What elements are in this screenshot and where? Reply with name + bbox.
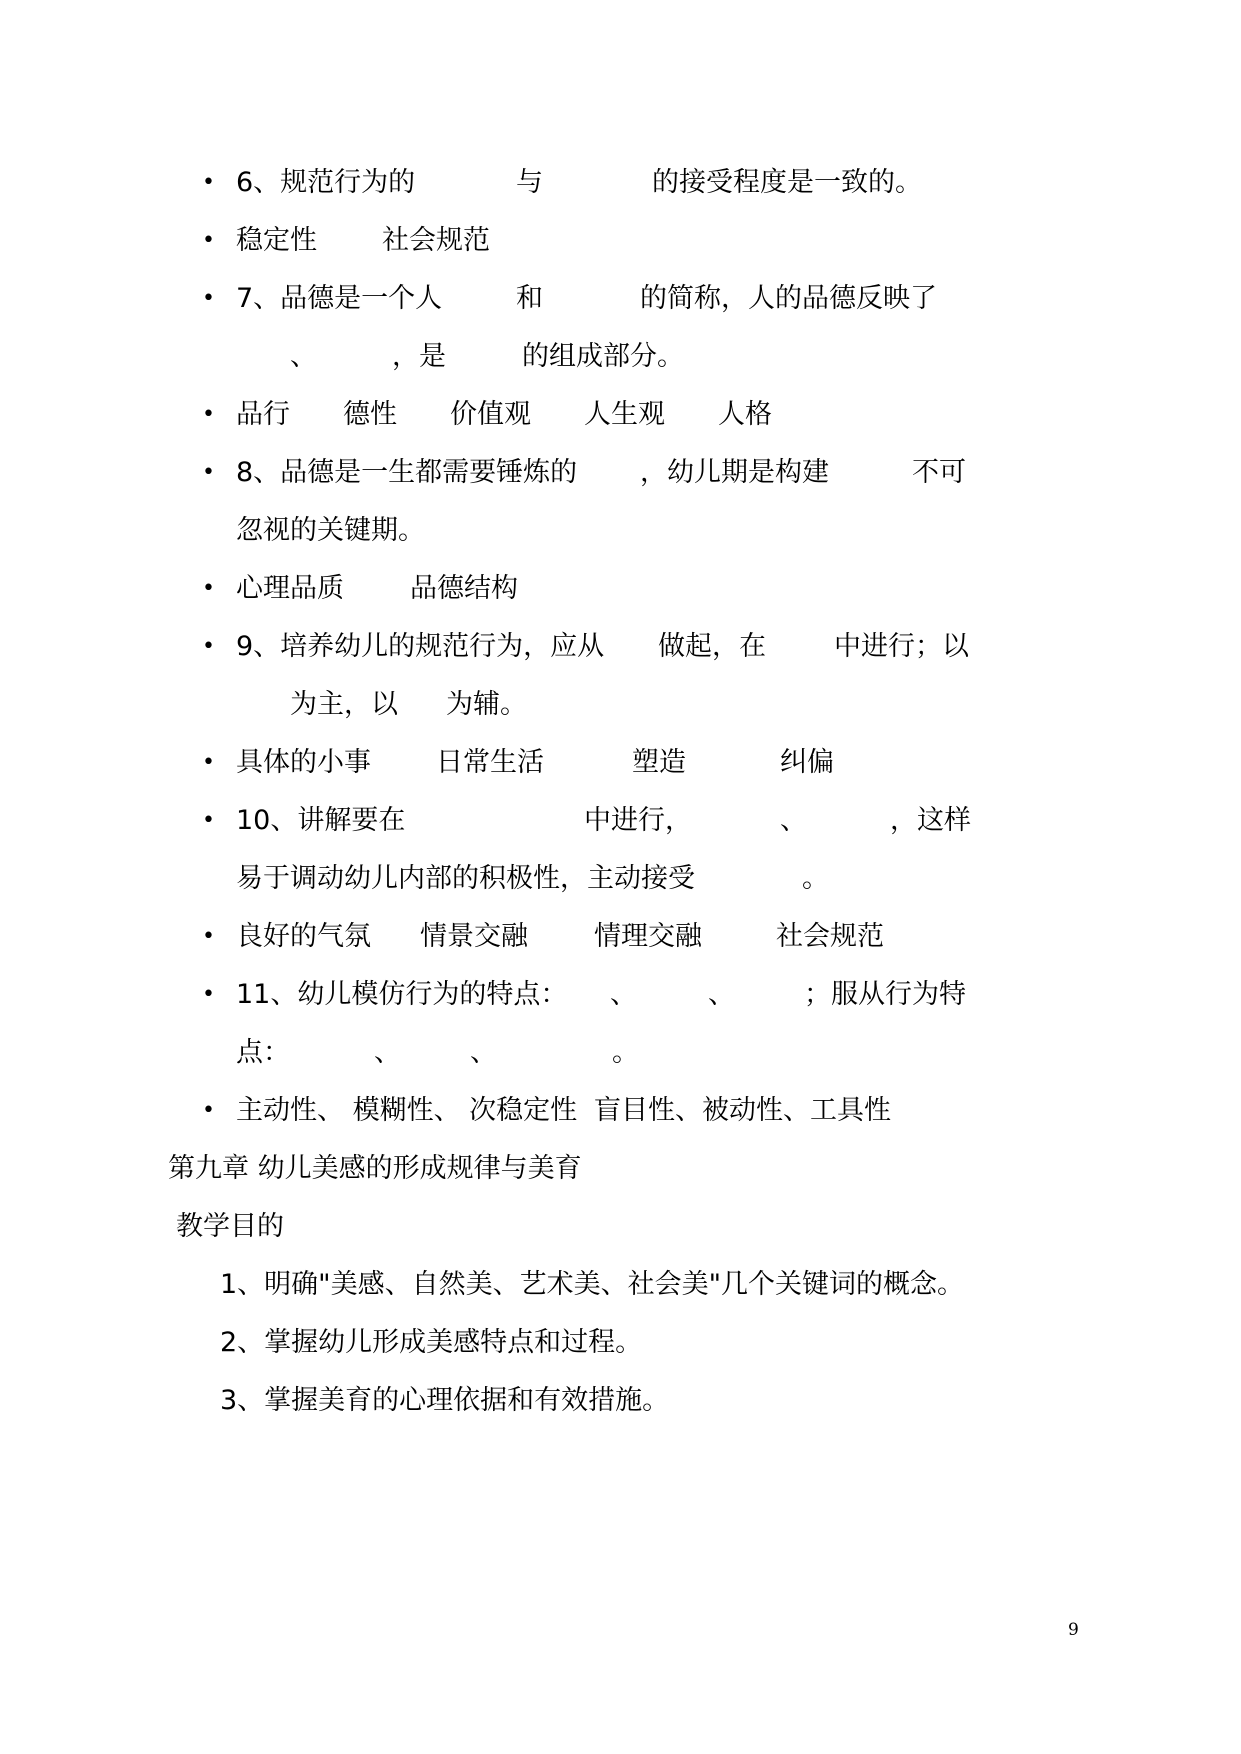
question-10-text: 10、讲解要在 xyxy=(236,805,406,836)
question-10-text: 易于调动幼儿内部的积极性，主动接受 xyxy=(236,863,695,894)
question-11-text: ；服从行为特 xyxy=(804,979,966,1010)
question-10-text: 中进行， xyxy=(584,805,692,836)
bullet-icon: • xyxy=(202,982,215,1007)
question-7-text: 的组成部分。 xyxy=(522,341,684,372)
question-10-text: 。 xyxy=(802,863,829,894)
answer-11-text: 主动性、 模糊性、 次稳定性 xyxy=(236,1095,578,1126)
answer-7-text: 价值观 xyxy=(450,399,531,430)
bullet-icon: • xyxy=(202,402,215,427)
question-11-text: 、 xyxy=(708,979,735,1010)
bullet-icon: • xyxy=(202,634,215,659)
bullet-icon: • xyxy=(202,460,215,485)
objective-item: 2、掌握幼儿形成美感特点和过程。 xyxy=(220,1327,643,1358)
answer-6-text: 稳定性 xyxy=(236,225,317,256)
answer-10-text: 社会规范 xyxy=(776,921,884,952)
bullet-icon: • xyxy=(202,924,215,949)
bullet-icon: • xyxy=(202,170,215,195)
answer-7-text: 人生观 xyxy=(584,399,665,430)
answer-11-text: 盲目性、被动性、工具性 xyxy=(594,1095,891,1126)
question-7-text: 7、品德是一个人 xyxy=(236,283,443,314)
answer-8-text: 心理品质 xyxy=(236,573,344,604)
question-6-text: 的接受程度是一致的。 xyxy=(652,167,922,198)
question-11-text: 、 xyxy=(470,1037,497,1068)
question-9-text: 做起，在 xyxy=(658,631,766,662)
question-8-text: ，幼儿期是构建 xyxy=(640,457,829,488)
objectives-heading: 教学目的 xyxy=(176,1211,284,1242)
chapter-title: 第九章 幼儿美感的形成规律与美育 xyxy=(168,1153,582,1184)
bullet-icon: • xyxy=(202,228,215,253)
objective-item: 3、掌握美育的心理依据和有效措施。 xyxy=(220,1385,670,1416)
question-10-text: ，这样 xyxy=(890,805,971,836)
question-6-text: 与 xyxy=(516,167,543,198)
answer-10-text: 良好的气氛 xyxy=(236,921,371,952)
question-9-text: 9、培养幼儿的规范行为，应从 xyxy=(236,631,605,662)
question-9-text: 为主，以 xyxy=(290,689,398,720)
question-11-text: 、 xyxy=(610,979,637,1010)
objective-item: 1、明确"美感、自然美、艺术美、社会美"几个关键词的概念。 xyxy=(220,1269,965,1300)
question-8-text: 忽视的关键期。 xyxy=(236,515,425,546)
question-7-text: ，是 xyxy=(392,341,446,372)
question-7-text: 的简称，人的品德反映了 xyxy=(640,283,937,314)
question-11-text: 。 xyxy=(612,1037,639,1068)
answer-8-text: 品德结构 xyxy=(410,573,518,604)
answer-9-text: 具体的小事 xyxy=(236,747,371,778)
bullet-icon: • xyxy=(202,808,215,833)
answer-9-text: 纠偏 xyxy=(780,747,834,778)
answer-6-text: 社会规范 xyxy=(382,225,490,256)
question-6-text: 6、规范行为的 xyxy=(236,167,416,198)
question-11-text: 11、幼儿模仿行为的特点： xyxy=(236,979,568,1010)
question-9-text: 中进行；以 xyxy=(834,631,969,662)
bullet-icon: • xyxy=(202,576,215,601)
answer-9-text: 塑造 xyxy=(632,747,686,778)
answer-7-text: 人格 xyxy=(718,399,772,430)
question-7-text: 和 xyxy=(516,283,543,314)
question-9-text: 为辅。 xyxy=(446,689,527,720)
question-8-text: 8、品德是一生都需要锤炼的 xyxy=(236,457,578,488)
page-number: 9 xyxy=(1068,1620,1079,1640)
bullet-icon: • xyxy=(202,750,215,775)
answer-7-text: 品行 xyxy=(236,399,290,430)
answer-9-text: 日常生活 xyxy=(436,747,544,778)
bullet-icon: • xyxy=(202,1098,215,1123)
answer-7-text: 德性 xyxy=(343,399,397,430)
answer-10-text: 情景交融 xyxy=(420,921,528,952)
question-11-text: 点： xyxy=(236,1037,290,1068)
question-11-text: 、 xyxy=(374,1037,401,1068)
question-7-text: 、 xyxy=(290,341,317,372)
answer-10-text: 情理交融 xyxy=(594,921,702,952)
question-8-text: 不可 xyxy=(912,457,966,488)
question-10-text: 、 xyxy=(780,805,807,836)
bullet-icon: • xyxy=(202,286,215,311)
